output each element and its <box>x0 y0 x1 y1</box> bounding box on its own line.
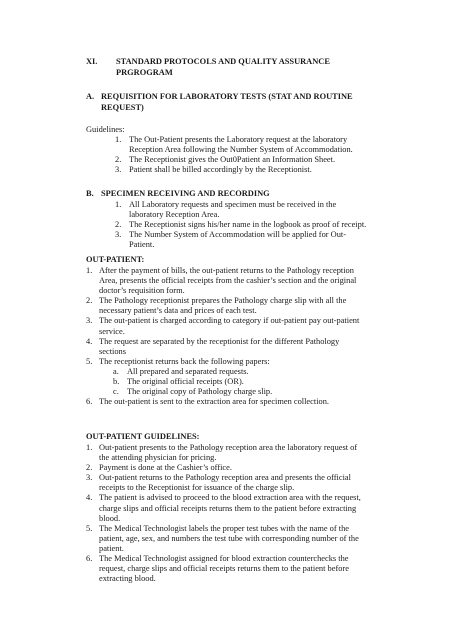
item-line: request, charge slips and official receipts returns them to the patient before <box>99 564 349 574</box>
item-text <box>99 554 416 584</box>
item-line: The request are separated by the receptionist for the different Pathology <box>99 336 340 346</box>
item-line: patient. <box>99 543 124 553</box>
item-line: laboratory Reception Area. <box>129 210 220 220</box>
list-item <box>86 524 416 554</box>
item-line: Reception Area following the Number System of Accommodation. <box>129 145 353 155</box>
subsection-b-letter: B. <box>86 189 94 198</box>
requisition-guidelines-list <box>115 135 415 175</box>
sub-list-item <box>113 367 416 377</box>
list-item <box>86 473 416 493</box>
item-text <box>99 316 416 336</box>
item-line: The Medical Technologist assigned for blood extraction counterchecks the <box>99 554 349 564</box>
item-text <box>99 524 416 554</box>
section-title-line2: PRGROGRAM <box>116 68 173 77</box>
list-item <box>86 296 416 316</box>
out-patient-guidelines-heading: OUT-PATIENT GUIDELINES: <box>86 432 200 441</box>
item-line: doctor’s requisition form. <box>99 286 185 296</box>
list-item <box>115 155 415 165</box>
item-text <box>129 135 415 155</box>
specimen-receiving-list <box>115 200 415 250</box>
item-line: sections <box>99 346 126 356</box>
item-line: charge slips and official receipts returns them to the patient before extracting <box>99 503 357 513</box>
sub-item-letter: c. <box>113 387 119 397</box>
sub-item-letter: a. <box>113 366 119 376</box>
item-number: 3. <box>115 230 122 240</box>
subsection-a-title-line2: REQUEST) <box>101 103 144 112</box>
item-number: 5. <box>86 356 93 366</box>
subsection-a-title-line1: REQUISITION FOR LABORATORY TESTS (STAT AND ROUTINE <box>101 92 353 101</box>
sub-list-item <box>113 387 416 397</box>
item-text <box>129 200 415 220</box>
item-text <box>99 337 416 357</box>
item-number: 3. <box>86 473 93 483</box>
item-line: The Out-Patient presents the Laboratory request at the laboratory <box>129 135 348 144</box>
sub-item-text: The original copy of Pathology charge slip. <box>127 387 273 397</box>
item-line: blood. <box>99 513 121 523</box>
item-number: 1. <box>86 443 93 452</box>
item-line: The Medical Technologist labels the proper test tubes with the name of the <box>99 523 349 533</box>
item-number: 2. <box>86 296 93 306</box>
item-text <box>99 493 416 523</box>
list-item <box>86 443 416 463</box>
item-line: After the payment of bills, the out-patient returns to the Pathology reception <box>99 266 354 275</box>
out-patient-guidelines-list <box>86 443 416 584</box>
list-item <box>86 463 416 473</box>
item-number: 1. <box>86 266 93 275</box>
list-item <box>115 220 415 230</box>
item-number: 3. <box>115 165 122 175</box>
list-item <box>86 337 416 357</box>
item-text <box>99 357 416 397</box>
item-number: 2. <box>86 463 93 473</box>
item-text: Patient shall be billed accordingly by the Receptionist. <box>129 165 312 175</box>
list-item <box>115 200 415 220</box>
item-text <box>99 473 416 493</box>
item-line: service. <box>99 326 125 336</box>
item-line: Patient. <box>129 240 155 250</box>
section-number: XI. <box>86 57 98 66</box>
out-patient-heading: OUT-PATIENT: <box>86 255 145 264</box>
item-text <box>99 443 416 463</box>
item-text <box>129 230 415 250</box>
out-patient-list <box>86 266 416 407</box>
item-number: 6. <box>86 554 93 564</box>
subsection-a-letter: A. <box>86 92 95 101</box>
item-number: 3. <box>86 316 93 326</box>
item-number: 2. <box>115 220 122 230</box>
item-line: receipts to the Receptionist for issuance of the charge slip. <box>99 483 295 493</box>
item-line: patient, age, sex, and numbers the test tube with corresponding number of the <box>99 533 359 543</box>
item-number: 4. <box>86 336 93 346</box>
list-item <box>115 135 415 155</box>
item-text: The Receptionist signs his/her name in the logbook as proof of receipt. <box>129 220 367 230</box>
item-number: 1. <box>115 200 122 209</box>
item-line: necessary patient’s data and prices of each test. <box>99 306 257 316</box>
item-line: The receptionist returns back the following papers: <box>99 356 270 366</box>
subsection-b-title: SPECIMEN RECEIVING AND RECORDING <box>101 189 270 198</box>
item-line: The Pathology receptionist prepares the Pathology charge slip with all the <box>99 296 347 306</box>
item-number: 1. <box>115 135 122 144</box>
list-item <box>86 316 416 336</box>
section-title-line1: STANDARD PROTOCOLS AND QUALITY ASSURANCE <box>116 57 330 66</box>
sub-list-item <box>113 377 416 387</box>
item-text: The out-patient is sent to the extraction area for specimen collection. <box>99 397 329 407</box>
item-number: 6. <box>86 397 93 407</box>
item-text <box>99 266 416 296</box>
guidelines-label: Guidelines: <box>86 125 125 134</box>
sub-item-letter: b. <box>113 377 120 387</box>
item-line: the attending physician for pricing. <box>99 453 217 463</box>
item-line: All Laboratory requests and specimen must be received in the <box>129 200 337 209</box>
item-line: The Number System of Accommodation will be applied for Out- <box>129 230 347 240</box>
item-number: 2. <box>115 155 122 165</box>
list-item <box>115 230 415 250</box>
list-item <box>86 357 416 397</box>
item-text <box>99 296 416 316</box>
item-line: extracting blood. <box>99 574 156 584</box>
item-line: Out-patient presents to the Pathology reception area the laboratory request of <box>99 443 358 452</box>
sub-item-text: The original official receipts (OR). <box>127 377 244 387</box>
item-text: The Receptionist gives the Out0Patient an Information Sheet. <box>129 155 336 165</box>
list-item <box>86 493 416 523</box>
sub-item-text: All prepared and separated requests. <box>127 366 249 376</box>
list-item <box>86 554 416 584</box>
item-line: The out-patient is charged according to category if out-patient pay out-patient <box>99 316 360 326</box>
list-item <box>86 266 416 296</box>
item-text: Payment is done at the Cashier’s office. <box>99 463 232 473</box>
item-line: Out-patient returns to the Pathology reception area and presents the official <box>99 473 351 483</box>
list-item <box>86 397 416 407</box>
list-item <box>115 165 415 175</box>
item-line: The patient is advised to proceed to the blood extraction area with the request, <box>99 493 361 503</box>
item-line: Area, presents the official receipts from the cashier’s section and the original <box>99 276 357 286</box>
item-number: 5. <box>86 523 93 533</box>
item-number: 4. <box>86 493 93 503</box>
